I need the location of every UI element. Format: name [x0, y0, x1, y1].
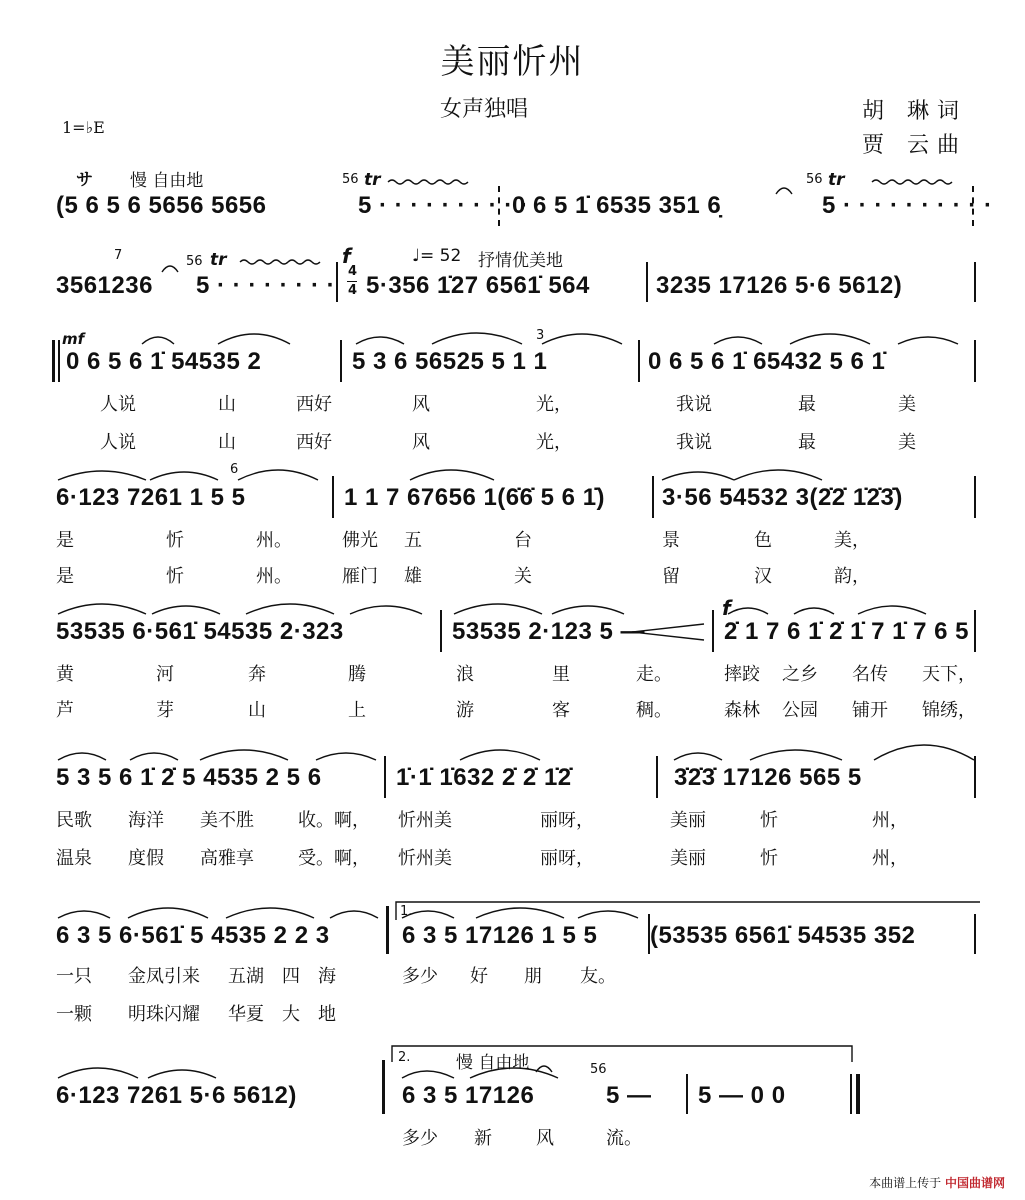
slur — [454, 604, 542, 614]
slur — [152, 606, 220, 614]
lyric-syllable: 走。 — [636, 664, 672, 685]
lyric-syllable: 雁门 — [342, 566, 378, 587]
lyric-syllable: 朋 — [524, 966, 542, 987]
notes-s3-m3: 0 6 5 6 1̇ 65432 5 6 1̇ — [648, 348, 886, 375]
notes-s2-m1: 3561236 — [56, 272, 153, 299]
slur — [238, 470, 318, 480]
lyric-syllable: 光， — [536, 432, 572, 453]
notes-s2-m4: 3235 17126 5·6 5612) — [656, 272, 903, 299]
lyric-syllable: 海 — [318, 966, 336, 987]
slur — [316, 753, 376, 760]
lyric-syllable: 五湖 — [228, 966, 264, 987]
lyric-syllable: 美 — [898, 394, 916, 415]
lyric-syllable: 西好 — [296, 394, 332, 415]
slur — [578, 911, 638, 918]
lyric-syllable: 游 — [456, 700, 474, 721]
notes-s4-m2: 1 1 7 67656 1(6̇6̇ 5 6 1̇) — [344, 484, 606, 511]
notes-s5-m1: 53535 6·561̇ 54535 2·323 — [56, 618, 344, 645]
volta-one-bracket — [396, 902, 980, 920]
slur — [130, 753, 178, 760]
slur — [128, 908, 208, 918]
slur — [542, 334, 622, 344]
slur — [794, 608, 834, 614]
lyric-syllable: 佛光 — [342, 530, 378, 551]
composer-credit: 贾 云曲 — [862, 133, 967, 158]
lyric-syllable: 客 — [552, 700, 570, 721]
trill-mark-3: tr — [210, 250, 227, 270]
lyric-syllable: 之乡 — [782, 664, 818, 685]
slur — [402, 911, 454, 918]
slur — [142, 337, 174, 344]
free-tempo-text: 慢 自由地 — [130, 171, 204, 191]
lyric-syllable: 奔 — [248, 664, 266, 685]
lyric-syllable: 风 — [412, 394, 430, 415]
lyric-syllable: 五 — [404, 530, 422, 551]
fermata — [162, 266, 178, 272]
song-title: 美丽忻州 — [440, 42, 585, 82]
slur — [432, 333, 522, 344]
lyric-syllable: 西好 — [296, 432, 332, 453]
lyric-syllable: 收。啊， — [298, 810, 370, 831]
lyric-syllable: 景 — [662, 530, 680, 551]
slur — [58, 1068, 138, 1078]
lyric-syllable: 光， — [536, 394, 572, 415]
slur — [402, 1071, 454, 1078]
slur — [58, 911, 110, 918]
slur — [470, 1068, 558, 1078]
slur — [246, 604, 334, 614]
lyric-syllable: 公园 — [782, 700, 818, 721]
lyric-syllable: 海洋 — [128, 810, 164, 831]
slur — [714, 337, 762, 344]
notes-s8-m3: 5 — — [606, 1082, 652, 1109]
key-signature: 1=♭E — [62, 118, 105, 137]
lyric-syllable: 名传 — [852, 664, 888, 685]
lyric-syllable: 浪 — [456, 664, 474, 685]
lyric-syllable: 民歌 — [56, 810, 92, 831]
grace-note-label-4: 56 — [590, 1062, 607, 1077]
volta-two-bracket — [392, 1046, 852, 1062]
notes-s8-m1: 6·123 7261 5·6 5612) — [56, 1082, 297, 1109]
lyric-syllable: 人说 — [100, 432, 136, 453]
lyric-syllable: 忻 — [760, 810, 778, 831]
slur — [552, 606, 624, 614]
slur — [790, 334, 870, 344]
volta-one-label: 1. — [400, 904, 413, 919]
slur — [148, 1070, 216, 1078]
notes-s3-m2: 5 3 6 56525 5 1 1 — [352, 348, 548, 375]
lyric-syllable: 山 — [218, 432, 236, 453]
lyric-syllable: 一颗 — [56, 1004, 92, 1025]
footer-credit — [869, 1174, 1005, 1191]
slur — [58, 471, 146, 480]
slur — [898, 337, 958, 344]
tempo-marking: ♩= 52 — [412, 246, 462, 266]
lyric-syllable: 是 — [56, 566, 74, 587]
lyric-syllable: 美， — [834, 530, 870, 551]
lyric-syllable: 铺开 — [852, 700, 888, 721]
notes-s4-m3: 3·56 54532 3(2̇2̇ 1̇2̇3̇) — [662, 484, 903, 511]
lyric-syllable: 我说 — [676, 432, 712, 453]
slur — [674, 753, 722, 760]
lyric-syllable: 高雅享 — [200, 848, 254, 869]
lyric-syllable: 色 — [754, 530, 772, 551]
lyric-syllable: 汉 — [754, 566, 772, 587]
lyric-syllable: 州。 — [256, 566, 292, 587]
grace-note-label-2: 56 — [806, 172, 823, 187]
notes-s5-m2: 53535 2·123 5 — — [452, 618, 645, 645]
lyric-syllable: 忻 — [166, 530, 184, 551]
slur — [58, 753, 106, 760]
lyric-syllable: 是 — [56, 530, 74, 551]
notes-s3-m1: 0 6 5 6 1̇ 54535 2 — [66, 348, 262, 375]
slur — [330, 911, 378, 918]
lyric-syllable: 美不胜 — [200, 810, 254, 831]
grace-note-label-3: 56 — [186, 254, 203, 269]
lyric-syllable: 度假 — [128, 848, 164, 869]
lyric-syllable: 忻 — [166, 566, 184, 587]
dynamic-mezzo-forte: mf — [62, 330, 85, 348]
slur — [226, 908, 314, 918]
lyric-syllable: 山 — [248, 700, 266, 721]
lyric-syllable: 风 — [412, 432, 430, 453]
lyric-syllable: 忻州美 — [398, 810, 452, 831]
triplet-three: 3 — [536, 328, 545, 343]
tuplet-seven: 7 — [114, 248, 123, 263]
free-time-mark: サ — [76, 170, 93, 190]
lyric-syllable: 州， — [872, 810, 908, 831]
lyric-syllable: 地 — [318, 1004, 336, 1025]
lyric-syllable: 忻州美 — [398, 848, 452, 869]
notes-s2-m3: 5·356 1̇27 6561̇ 564 — [366, 272, 590, 299]
lyric-syllable: 黄 — [56, 664, 74, 685]
slur — [476, 908, 564, 918]
lyric-syllable: 忻 — [760, 848, 778, 869]
notes-s1-m2: 5 · · · · · · · · · · — [358, 192, 529, 219]
grace-note-label: 56 — [342, 172, 359, 187]
crescendo-hairpin — [632, 624, 704, 640]
trill-mark-2: tr — [828, 170, 845, 190]
footer-upload-text: 本曲谱上传于 — [869, 1176, 942, 1190]
lyric-syllable: 金凤引来 — [128, 966, 200, 987]
lyric-syllable: 流。 — [606, 1128, 642, 1149]
trill-wave — [872, 180, 952, 184]
slur — [218, 334, 290, 344]
lyric-syllable: 山 — [218, 394, 236, 415]
lyric-syllable: 河 — [156, 664, 174, 685]
notes-s1-m3: 0 6 5 1̇ 6535 351 6̣ — [512, 192, 722, 219]
slur — [150, 472, 218, 480]
trill-wave — [240, 260, 320, 264]
lyric-syllable: 森林 — [724, 700, 760, 721]
lyric-syllable: 里 — [552, 664, 570, 685]
lyric-syllable: 四 — [282, 966, 300, 987]
dynamic-forte-2: f — [722, 596, 731, 620]
lyric-syllable: 多少 — [402, 1128, 438, 1149]
lyric-syllable: 天下， — [922, 664, 976, 685]
notes-s2-m2: 5 · · · · · · · · — [196, 272, 336, 299]
lyric-syllable: 我说 — [676, 394, 712, 415]
lyric-syllable: 多少 — [402, 966, 438, 987]
free-tempo-text-2: 慢 自由地 — [456, 1053, 530, 1073]
lyric-syllable: 芽 — [156, 700, 174, 721]
notes-s7-m3: (53535 6561̇ 54535 352 — [650, 922, 916, 949]
slur — [200, 750, 288, 760]
lyric-syllable: 华夏 — [228, 1004, 264, 1025]
lyric-syllable: 台 — [514, 530, 532, 551]
lyric-syllable: 关 — [514, 566, 532, 587]
time-signature-bottom: 4 — [348, 283, 358, 298]
slur — [58, 604, 146, 614]
lyric-syllable: 雄 — [404, 566, 422, 587]
notes-s7-m2: 6 3 5 17126 1 5 5 — [402, 922, 598, 949]
lyric-syllable: 明珠闪耀 — [128, 1004, 200, 1025]
lyric-syllable: 稠。 — [636, 700, 672, 721]
lyric-syllable: 州， — [872, 848, 908, 869]
lyric-syllable: 美丽 — [670, 848, 706, 869]
trill-wave — [388, 180, 468, 184]
notes-s8-m4: 5 — 0 0 — [698, 1082, 786, 1109]
slur — [750, 750, 842, 760]
time-signature-top: 4 — [348, 264, 358, 279]
slur — [356, 337, 404, 344]
dynamic-forte: f — [342, 244, 351, 268]
lyric-syllable: 美丽 — [670, 810, 706, 831]
lyric-syllable: 丽呀， — [540, 848, 594, 869]
notes-s6-m3: 3̇2̇3̇ 17126 565 5 — [674, 764, 862, 791]
notes-s1-m1: (5 6 5 6 5656 5656 — [56, 192, 267, 219]
lyric-syllable: 腾 — [348, 664, 366, 685]
lyric-syllable: 一只 — [56, 966, 92, 987]
lyric-syllable: 好 — [470, 966, 488, 987]
lyric-syllable: 新 — [474, 1128, 492, 1149]
lyricist-credit: 胡 琳词 — [862, 99, 967, 124]
slur — [858, 606, 926, 614]
slur — [734, 470, 822, 480]
lyric-syllable: 美 — [898, 432, 916, 453]
volta-two-label: 2. — [398, 1050, 411, 1065]
expression-text: 抒情优美地 — [478, 251, 563, 271]
lyric-syllable: 人说 — [100, 394, 136, 415]
notes-s4-m1: 6·123 7261 1 5 5 — [56, 484, 246, 511]
notes-s5-m3: 2̇ 1 7 6 1̇ 2̇ 1̇ 7 1̇ 7 6 5 — [724, 618, 970, 645]
lyric-syllable: 最 — [798, 394, 816, 415]
grace-six: 6 — [230, 462, 239, 477]
lyric-syllable: 最 — [798, 432, 816, 453]
notes-s6-m1: 5 3 5 6 1̇ 2̇ 5 4535 2 5 6 — [56, 764, 322, 791]
lyric-syllable: 风 — [536, 1128, 554, 1149]
notes-s6-m2: 1̇·1̇ 1̇632 2̇ 2̇ 1̇2̇ — [396, 764, 572, 791]
trill-mark: tr — [364, 170, 381, 190]
slur — [728, 608, 768, 614]
site-logo[interactable]: 中国曲谱网 — [944, 1176, 1005, 1190]
notes-s8-m2: 6 3 5 17126 — [402, 1082, 535, 1109]
lyric-syllable: 友。 — [580, 966, 616, 987]
slur — [410, 470, 494, 480]
lyric-syllable: 州。 — [256, 530, 292, 551]
slur — [662, 472, 734, 480]
notes-s7-m1: 6 3 5 6·561̇ 5 4535 2 2 3 — [56, 922, 330, 949]
notes-s1-m4: 5 · · · · · · · · · · — [822, 192, 993, 219]
lyric-syllable: 摔跤 — [724, 664, 760, 685]
song-subtitle: 女声独唱 — [440, 97, 529, 122]
lyric-syllable: 锦绣， — [922, 700, 976, 721]
lyric-syllable: 芦 — [56, 700, 74, 721]
lyric-syllable: 上 — [348, 700, 366, 721]
lyric-syllable: 丽呀， — [540, 810, 594, 831]
slur — [460, 750, 540, 760]
slur — [350, 606, 422, 614]
fermata — [776, 188, 792, 194]
lyric-syllable: 受。啊， — [298, 848, 370, 869]
slur — [874, 745, 974, 760]
lyric-syllable: 韵， — [834, 566, 870, 587]
lyric-syllable: 留 — [662, 566, 680, 587]
lyric-syllable: 温泉 — [56, 848, 92, 869]
lyric-syllable: 大 — [282, 1004, 300, 1025]
